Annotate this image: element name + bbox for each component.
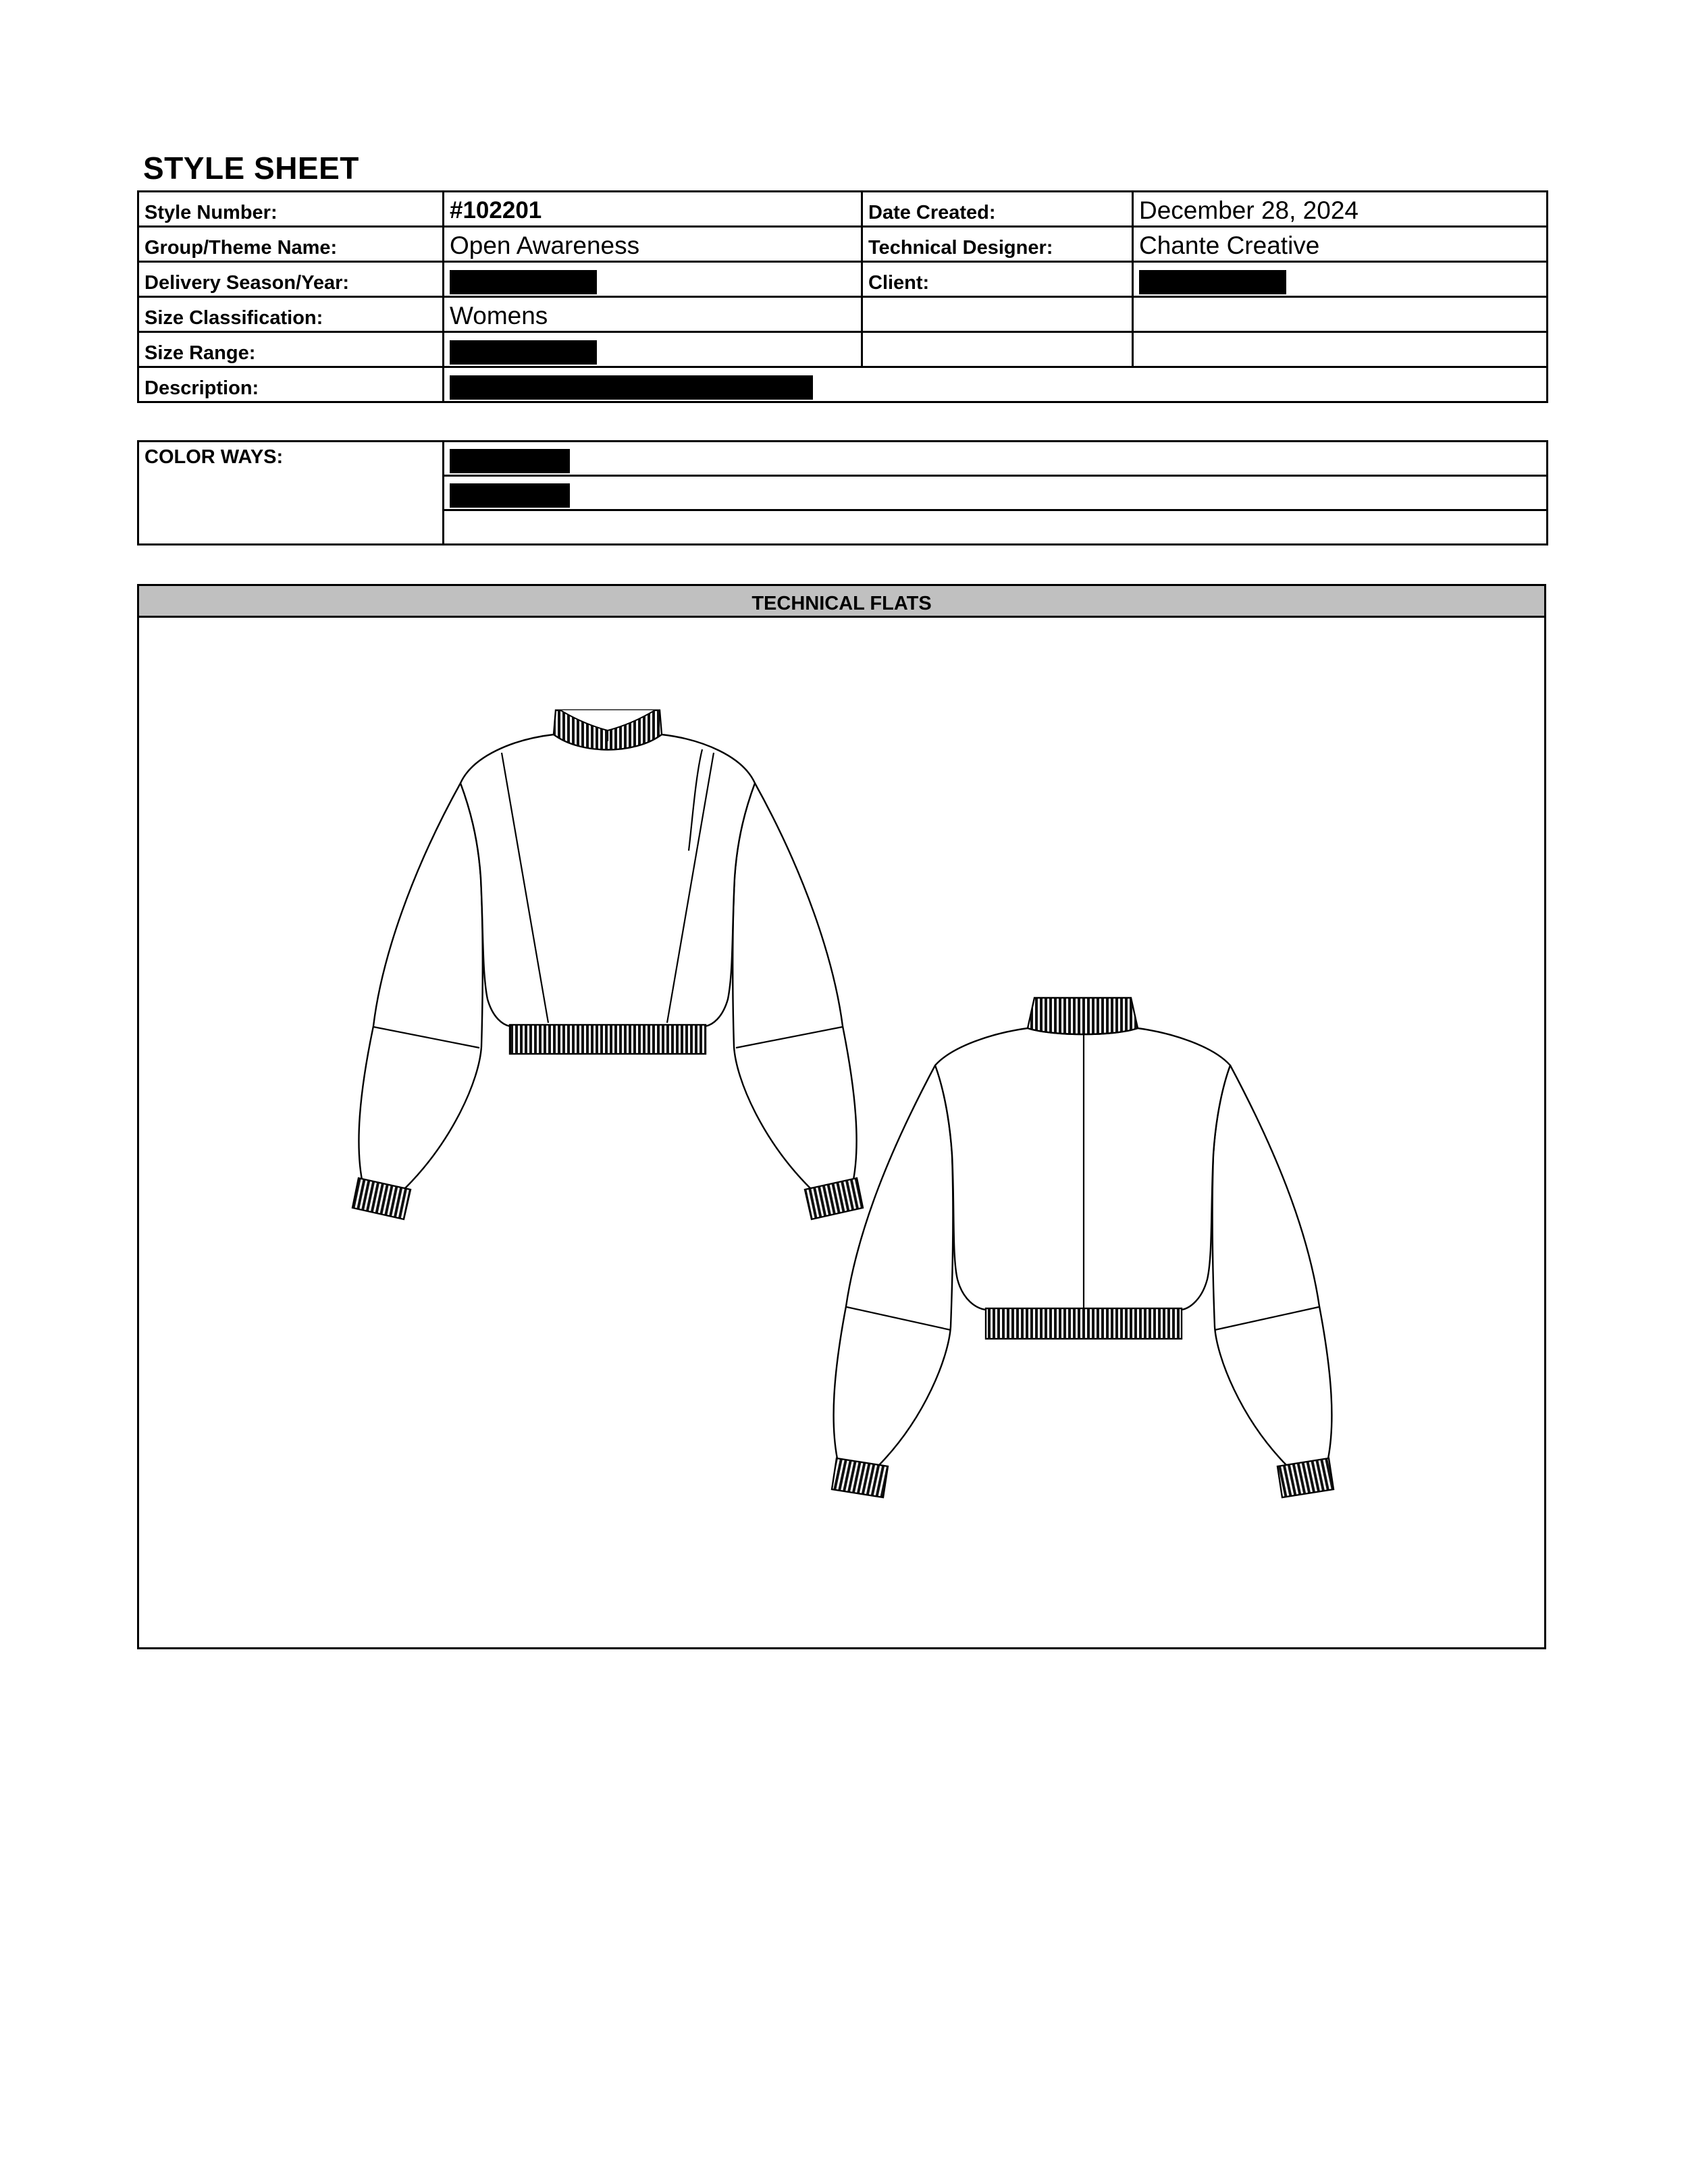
description-value — [444, 367, 1548, 402]
technical-flats-panel — [137, 616, 1546, 1649]
redaction-bar — [450, 483, 570, 508]
table-row — [138, 367, 1548, 402]
size-range-value — [444, 332, 862, 367]
empty-cell — [1133, 332, 1548, 367]
table-row — [138, 332, 1548, 367]
delivery-season-label: Delivery Season/Year: — [138, 262, 444, 297]
color-ways-table — [137, 440, 1548, 545]
size-classification-value: Womens — [444, 297, 862, 332]
description-label: Description: — [138, 367, 444, 402]
client-label: Client: — [862, 262, 1133, 297]
redaction-bar — [1139, 270, 1286, 294]
size-range-label: Size Range: — [138, 332, 444, 367]
page-title: STYLE SHEET — [143, 151, 359, 186]
empty-cell — [862, 297, 1133, 332]
color-way-row — [444, 510, 1548, 545]
empty-cell — [862, 332, 1133, 367]
date-created-value: December 28, 2024 — [1133, 192, 1548, 227]
table-row — [138, 297, 1548, 332]
technical-designer-label: Technical Designer: — [862, 227, 1133, 262]
group-theme-value: Open Awareness — [444, 227, 862, 262]
color-ways-label: COLOR WAYS: — [138, 442, 444, 545]
table-row — [138, 442, 1548, 476]
color-way-row — [444, 442, 1548, 476]
technical-designer-value: Chante Creative — [1133, 227, 1548, 262]
style-number-value: #102201 — [444, 192, 862, 227]
group-theme-label: Group/Theme Name: — [138, 227, 444, 262]
size-classification-label: Size Classification: — [138, 297, 444, 332]
client-value — [1133, 262, 1548, 297]
redaction-bar — [450, 340, 597, 365]
technical-flats-header: TECHNICAL FLATS — [137, 584, 1546, 618]
color-way-row — [444, 476, 1548, 510]
redaction-bar — [450, 449, 570, 473]
table-row — [138, 227, 1548, 262]
style-info-table — [137, 190, 1548, 403]
redaction-bar — [450, 375, 813, 400]
table-row — [138, 262, 1548, 297]
delivery-season-value — [444, 262, 862, 297]
table-row — [138, 192, 1548, 227]
style-number-label: Style Number: — [138, 192, 444, 227]
empty-cell — [1133, 297, 1548, 332]
date-created-label: Date Created: — [862, 192, 1133, 227]
redaction-bar — [450, 270, 597, 294]
